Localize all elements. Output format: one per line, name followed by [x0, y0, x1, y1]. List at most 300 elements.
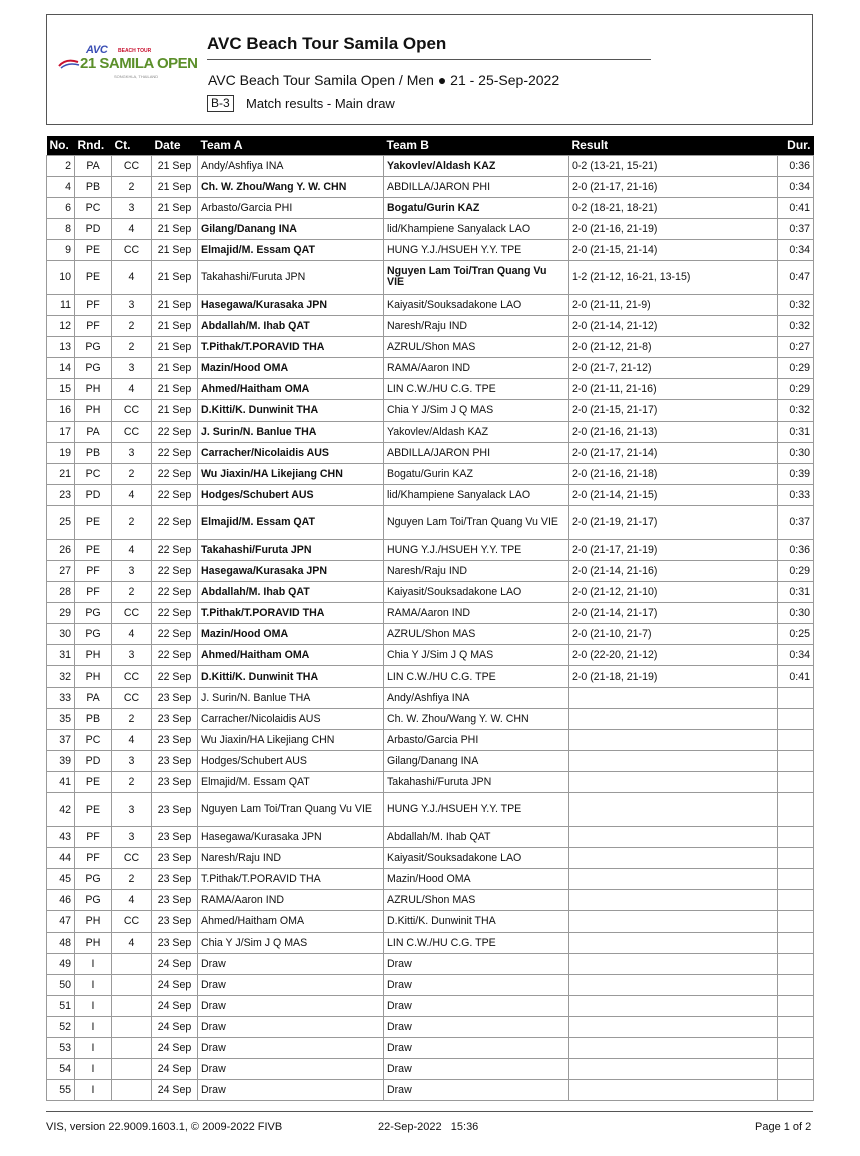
cell-court: 3 — [112, 358, 152, 379]
cell-result — [569, 974, 778, 995]
cell-duration: 0:36 — [778, 155, 814, 176]
cell-court: 3 — [112, 442, 152, 463]
cell-result: 2-0 (21-14, 21-15) — [569, 484, 778, 505]
table-row — [47, 771, 814, 792]
cell-court: 3 — [112, 561, 152, 582]
cell-team-b: ABDILLA/JARON PHI — [384, 442, 569, 463]
cell-no: 48 — [47, 932, 75, 953]
cell-round: PE — [75, 505, 112, 539]
cell-duration: 0:34 — [778, 645, 814, 666]
col-header-team-a: Team A — [198, 136, 384, 155]
cell-no: 30 — [47, 624, 75, 645]
cell-team-b: Kaiyasit/Souksadakone LAO — [384, 294, 569, 315]
cell-result: 2-0 (21-14, 21-12) — [569, 316, 778, 337]
cell-date: 22 Sep — [152, 421, 198, 442]
cell-court: 4 — [112, 218, 152, 239]
table-row — [47, 687, 814, 708]
cell-round: PA — [75, 687, 112, 708]
cell-date: 21 Sep — [152, 294, 198, 315]
col-header-date: Date — [152, 136, 198, 155]
logo-sub: SONGKHLA, THAILAND — [114, 74, 159, 79]
cell-round: I — [75, 953, 112, 974]
cell-duration: 0:39 — [778, 463, 814, 484]
cell-round: PF — [75, 294, 112, 315]
cell-date: 23 Sep — [152, 750, 198, 771]
cell-team-a: Abdallah/M. Ihab QAT — [198, 316, 384, 337]
cell-team-b: Bogatu/Gurin KAZ — [384, 197, 569, 218]
cell-court: CC — [112, 911, 152, 932]
cell-no: 11 — [47, 294, 75, 315]
cell-result: 2-0 (21-10, 21-7) — [569, 624, 778, 645]
cell-date: 21 Sep — [152, 337, 198, 358]
cell-result — [569, 827, 778, 848]
cell-date: 23 Sep — [152, 827, 198, 848]
cell-duration: 0:29 — [778, 379, 814, 400]
cell-team-a: Ch. W. Zhou/Wang Y. W. CHN — [198, 176, 384, 197]
col-header-duration: Dur. — [778, 136, 814, 155]
cell-date: 21 Sep — [152, 155, 198, 176]
cell-round: PG — [75, 869, 112, 890]
table-row — [47, 421, 814, 442]
cell-team-a: Gilang/Danang INA — [198, 218, 384, 239]
cell-date: 24 Sep — [152, 1016, 198, 1037]
cell-team-a: Takahashi/Furuta JPN — [198, 260, 384, 294]
cell-result: 2-0 (21-18, 21-19) — [569, 666, 778, 687]
cell-court: 4 — [112, 729, 152, 750]
cell-round: PF — [75, 316, 112, 337]
cell-round: I — [75, 974, 112, 995]
event-logo — [58, 44, 198, 94]
cell-result: 2-0 (21-15, 21-17) — [569, 400, 778, 421]
cell-round: PB — [75, 708, 112, 729]
cell-result — [569, 932, 778, 953]
cell-round: PH — [75, 666, 112, 687]
cell-round: PE — [75, 793, 112, 827]
cell-court: 3 — [112, 294, 152, 315]
cell-team-a: Hodges/Schubert AUS — [198, 750, 384, 771]
document-caption: Match results - Main draw — [246, 96, 395, 111]
cell-team-b: Arbasto/Garcia PHI — [384, 729, 569, 750]
cell-date: 22 Sep — [152, 484, 198, 505]
cell-team-b: HUNG Y.J./HSUEH Y.Y. TPE — [384, 793, 569, 827]
cell-no: 39 — [47, 750, 75, 771]
cell-result — [569, 1016, 778, 1037]
cell-no: 15 — [47, 379, 75, 400]
table-row — [47, 442, 814, 463]
cell-result — [569, 750, 778, 771]
cell-date: 23 Sep — [152, 911, 198, 932]
col-header-court: Ct. — [112, 136, 152, 155]
cell-result: 2-0 (21-14, 21-16) — [569, 561, 778, 582]
cell-team-b: LIN C.W./HU C.G. TPE — [384, 666, 569, 687]
table-row — [47, 911, 814, 932]
cell-no: 21 — [47, 463, 75, 484]
table-row — [47, 176, 814, 197]
cell-result: 2-0 (22-20, 21-12) — [569, 645, 778, 666]
cell-result: 2-0 (21-12, 21-8) — [569, 337, 778, 358]
cell-result: 2-0 (21-16, 21-19) — [569, 218, 778, 239]
cell-duration: 0:29 — [778, 358, 814, 379]
table-row — [47, 337, 814, 358]
cell-date: 21 Sep — [152, 197, 198, 218]
cell-date: 24 Sep — [152, 953, 198, 974]
table-row — [47, 827, 814, 848]
cell-team-b: RAMA/Aaron IND — [384, 358, 569, 379]
cell-team-a: Draw — [198, 1059, 384, 1080]
cell-court: 3 — [112, 750, 152, 771]
cell-duration — [778, 793, 814, 827]
cell-result: 2-0 (21-16, 21-18) — [569, 463, 778, 484]
cell-duration: 0:33 — [778, 484, 814, 505]
cell-duration — [778, 771, 814, 792]
cell-no: 16 — [47, 400, 75, 421]
cell-duration — [778, 995, 814, 1016]
footer-version: VIS, version 22.9009.1603.1, © 2009-2022 FIVB — [46, 1121, 283, 1133]
cell-team-a: Draw — [198, 1080, 384, 1101]
cell-date: 21 Sep — [152, 379, 198, 400]
cell-round: PE — [75, 771, 112, 792]
cell-team-a: Draw — [198, 953, 384, 974]
cell-court: 2 — [112, 463, 152, 484]
cell-no: 35 — [47, 708, 75, 729]
cell-result — [569, 869, 778, 890]
document-code: B-3 — [207, 95, 234, 112]
cell-no: 4 — [47, 176, 75, 197]
cell-team-b: HUNG Y.J./HSUEH Y.Y. TPE — [384, 239, 569, 260]
table-row — [47, 869, 814, 890]
cell-team-b: lid/Khampiene Sanyalack LAO — [384, 484, 569, 505]
footer-divider — [46, 1111, 813, 1112]
cell-date: 22 Sep — [152, 463, 198, 484]
cell-team-a: Arbasto/Garcia PHI — [198, 197, 384, 218]
cell-no: 17 — [47, 421, 75, 442]
cell-duration: 0:37 — [778, 218, 814, 239]
table-row — [47, 953, 814, 974]
table-row — [47, 260, 814, 294]
table-row — [47, 848, 814, 869]
cell-result: 2-0 (21-11, 21-16) — [569, 379, 778, 400]
cell-team-a: J. Surin/N. Banlue THA — [198, 421, 384, 442]
cell-team-b: Yakovlev/Aldash KAZ — [384, 155, 569, 176]
cell-team-b: Chia Y J/Sim J Q MAS — [384, 400, 569, 421]
cell-team-a: Ahmed/Haitham OMA — [198, 379, 384, 400]
cell-duration — [778, 687, 814, 708]
cell-round: PG — [75, 624, 112, 645]
cell-date: 21 Sep — [152, 176, 198, 197]
cell-team-b: Draw — [384, 953, 569, 974]
cell-no: 43 — [47, 827, 75, 848]
cell-team-a: Draw — [198, 974, 384, 995]
cell-duration: 0:34 — [778, 239, 814, 260]
cell-round: PH — [75, 645, 112, 666]
cell-duration — [778, 911, 814, 932]
cell-team-b: Draw — [384, 1080, 569, 1101]
cell-no: 53 — [47, 1037, 75, 1058]
cell-court: 4 — [112, 890, 152, 911]
table-row — [47, 890, 814, 911]
cell-duration: 0:30 — [778, 442, 814, 463]
cell-team-a: RAMA/Aaron IND — [198, 890, 384, 911]
cell-round: PF — [75, 561, 112, 582]
cell-round: PD — [75, 218, 112, 239]
cell-team-a: Elmajid/M. Essam QAT — [198, 239, 384, 260]
cell-duration: 0:34 — [778, 176, 814, 197]
cell-no: 2 — [47, 155, 75, 176]
cell-date: 23 Sep — [152, 687, 198, 708]
cell-duration — [778, 729, 814, 750]
cell-round: PB — [75, 442, 112, 463]
cell-no: 52 — [47, 1016, 75, 1037]
cell-date: 23 Sep — [152, 932, 198, 953]
table-row — [47, 729, 814, 750]
cell-round: I — [75, 1037, 112, 1058]
cell-no: 54 — [47, 1059, 75, 1080]
cell-round: PG — [75, 603, 112, 624]
cell-date: 21 Sep — [152, 316, 198, 337]
cell-no: 32 — [47, 666, 75, 687]
cell-date: 24 Sep — [152, 974, 198, 995]
cell-date: 21 Sep — [152, 218, 198, 239]
cell-no: 23 — [47, 484, 75, 505]
cell-date: 23 Sep — [152, 793, 198, 827]
logo-main: 21 SAMILA OPEN — [80, 55, 198, 72]
table-row — [47, 1080, 814, 1101]
cell-duration: 0:32 — [778, 294, 814, 315]
cell-no: 14 — [47, 358, 75, 379]
cell-date: 24 Sep — [152, 1080, 198, 1101]
cell-round: PE — [75, 539, 112, 560]
cell-date: 22 Sep — [152, 666, 198, 687]
cell-team-b: Chia Y J/Sim J Q MAS — [384, 645, 569, 666]
cell-court: 4 — [112, 379, 152, 400]
cell-result — [569, 1037, 778, 1058]
cell-duration: 0:47 — [778, 260, 814, 294]
cell-result: 2-0 (21-17, 21-14) — [569, 442, 778, 463]
cell-result: 2-0 (21-17, 21-16) — [569, 176, 778, 197]
cell-result: 0-2 (13-21, 15-21) — [569, 155, 778, 176]
cell-round: I — [75, 1080, 112, 1101]
cell-no: 31 — [47, 645, 75, 666]
cell-court: CC — [112, 666, 152, 687]
cell-duration — [778, 1059, 814, 1080]
cell-round: PA — [75, 155, 112, 176]
col-header-result: Result — [569, 136, 778, 155]
table-row — [47, 624, 814, 645]
cell-no: 49 — [47, 953, 75, 974]
table-row — [47, 582, 814, 603]
cell-team-a: D.Kitti/K. Dunwinit THA — [198, 400, 384, 421]
cell-team-b: LIN C.W./HU C.G. TPE — [384, 932, 569, 953]
cell-duration — [778, 1080, 814, 1101]
table-row — [47, 484, 814, 505]
footer-page: Page 1 of 2 — [755, 1121, 812, 1133]
cell-team-a: Naresh/Raju IND — [198, 848, 384, 869]
cell-no: 6 — [47, 197, 75, 218]
cell-no: 33 — [47, 687, 75, 708]
cell-no: 50 — [47, 974, 75, 995]
cell-result — [569, 729, 778, 750]
cell-round: I — [75, 1059, 112, 1080]
table-row — [47, 1059, 814, 1080]
cell-no: 25 — [47, 505, 75, 539]
cell-team-b: LIN C.W./HU C.G. TPE — [384, 379, 569, 400]
table-row — [47, 218, 814, 239]
cell-result — [569, 953, 778, 974]
cell-court — [112, 1080, 152, 1101]
cell-team-a: Draw — [198, 1037, 384, 1058]
cell-court: 3 — [112, 827, 152, 848]
cell-duration: 0:29 — [778, 561, 814, 582]
cell-duration: 0:32 — [778, 400, 814, 421]
table-row — [47, 645, 814, 666]
cell-result: 2-0 (21-12, 21-10) — [569, 582, 778, 603]
cell-court: CC — [112, 155, 152, 176]
cell-duration — [778, 974, 814, 995]
cell-date: 24 Sep — [152, 995, 198, 1016]
cell-round: PD — [75, 750, 112, 771]
cell-result — [569, 890, 778, 911]
cell-duration — [778, 848, 814, 869]
table-row — [47, 995, 814, 1016]
cell-date: 21 Sep — [152, 239, 198, 260]
cell-round: PC — [75, 463, 112, 484]
col-header-no: No. — [47, 136, 75, 155]
cell-no: 10 — [47, 260, 75, 294]
cell-court: 4 — [112, 539, 152, 560]
cell-court: 2 — [112, 316, 152, 337]
cell-result — [569, 1059, 778, 1080]
cell-team-b: Draw — [384, 974, 569, 995]
cell-team-a: Nguyen Lam Toi/Tran Quang Vu VIE — [198, 793, 384, 827]
cell-date: 22 Sep — [152, 645, 198, 666]
table-header-row — [47, 136, 814, 155]
cell-no: 46 — [47, 890, 75, 911]
table-row — [47, 666, 814, 687]
cell-duration: 0:31 — [778, 582, 814, 603]
cell-no: 51 — [47, 995, 75, 1016]
cell-date: 24 Sep — [152, 1059, 198, 1080]
cell-team-b: HUNG Y.J./HSUEH Y.Y. TPE — [384, 539, 569, 560]
cell-team-a: Carracher/Nicolaidis AUS — [198, 442, 384, 463]
cell-team-a: Chia Y J/Sim J Q MAS — [198, 932, 384, 953]
logo-beach-tour: BEACH TOUR — [118, 48, 152, 54]
cell-court: 2 — [112, 337, 152, 358]
table-row — [47, 708, 814, 729]
cell-result: 2-0 (21-14, 21-17) — [569, 603, 778, 624]
cell-no: 26 — [47, 539, 75, 560]
cell-team-b: lid/Khampiene Sanyalack LAO — [384, 218, 569, 239]
cell-team-b: Bogatu/Gurin KAZ — [384, 463, 569, 484]
table-row — [47, 603, 814, 624]
logo-avc: AVC — [86, 44, 108, 56]
cell-duration: 0:31 — [778, 421, 814, 442]
cell-court: CC — [112, 603, 152, 624]
cell-team-b: AZRUL/Shon MAS — [384, 890, 569, 911]
cell-round: PG — [75, 358, 112, 379]
table-row — [47, 463, 814, 484]
cell-round: PF — [75, 827, 112, 848]
table-row — [47, 379, 814, 400]
cell-court — [112, 1059, 152, 1080]
cell-date: 24 Sep — [152, 1037, 198, 1058]
cell-round: PH — [75, 400, 112, 421]
footer-timestamp: 22-Sep-2022 15:36 — [378, 1121, 479, 1133]
cell-round: PH — [75, 379, 112, 400]
cell-court: 2 — [112, 708, 152, 729]
cell-round: PA — [75, 421, 112, 442]
cell-team-a: Draw — [198, 1016, 384, 1037]
cell-no: 8 — [47, 218, 75, 239]
cell-round: I — [75, 1016, 112, 1037]
cell-court — [112, 974, 152, 995]
cell-team-a: T.Pithak/T.PORAVID THA — [198, 337, 384, 358]
cell-team-b: D.Kitti/K. Dunwinit THA — [384, 911, 569, 932]
cell-team-a: Wu Jiaxin/HA Likejiang CHN — [198, 729, 384, 750]
cell-team-b: Nguyen Lam Toi/Tran Quang Vu VIE — [384, 505, 569, 539]
cell-date: 21 Sep — [152, 400, 198, 421]
cell-date: 23 Sep — [152, 890, 198, 911]
cell-no: 41 — [47, 771, 75, 792]
cell-no: 28 — [47, 582, 75, 603]
cell-date: 22 Sep — [152, 539, 198, 560]
cell-team-a: J. Surin/N. Banlue THA — [198, 687, 384, 708]
cell-team-b: Gilang/Danang INA — [384, 750, 569, 771]
cell-round: PF — [75, 582, 112, 603]
cell-team-a: Hasegawa/Kurasaka JPN — [198, 294, 384, 315]
cell-team-b: Draw — [384, 995, 569, 1016]
cell-round: PC — [75, 197, 112, 218]
cell-team-b: Abdallah/M. Ihab QAT — [384, 827, 569, 848]
cell-court: 4 — [112, 260, 152, 294]
cell-date: 22 Sep — [152, 603, 198, 624]
cell-result — [569, 995, 778, 1016]
cell-result — [569, 771, 778, 792]
cell-team-b: Kaiyasit/Souksadakone LAO — [384, 582, 569, 603]
cell-court: 2 — [112, 771, 152, 792]
cell-duration — [778, 869, 814, 890]
cell-team-b: Ch. W. Zhou/Wang Y. W. CHN — [384, 708, 569, 729]
cell-duration — [778, 932, 814, 953]
cell-result: 2-0 (21-17, 21-19) — [569, 539, 778, 560]
cell-court: 2 — [112, 505, 152, 539]
results-table — [46, 136, 814, 1101]
cell-result — [569, 687, 778, 708]
cell-court — [112, 1037, 152, 1058]
cell-duration: 0:41 — [778, 197, 814, 218]
cell-result: 1-2 (21-12, 16-21, 13-15) — [569, 260, 778, 294]
cell-team-b: Yakovlev/Aldash KAZ — [384, 421, 569, 442]
cell-duration: 0:32 — [778, 316, 814, 337]
cell-duration — [778, 750, 814, 771]
cell-team-a: Elmajid/M. Essam QAT — [198, 505, 384, 539]
cell-team-a: D.Kitti/K. Dunwinit THA — [198, 666, 384, 687]
cell-team-a: Draw — [198, 995, 384, 1016]
cell-team-b: Naresh/Raju IND — [384, 316, 569, 337]
page-title: AVC Beach Tour Samila Open — [207, 34, 447, 53]
cell-court: 2 — [112, 176, 152, 197]
cell-result: 2-0 (21-11, 21-9) — [569, 294, 778, 315]
cell-round: PH — [75, 932, 112, 953]
cell-court: 4 — [112, 932, 152, 953]
cell-duration — [778, 708, 814, 729]
cell-team-a: Wu Jiaxin/HA Likejiang CHN — [198, 463, 384, 484]
table-row — [47, 400, 814, 421]
cell-team-a: Abdallah/M. Ihab QAT — [198, 582, 384, 603]
cell-result — [569, 848, 778, 869]
cell-court: CC — [112, 848, 152, 869]
cell-date: 22 Sep — [152, 561, 198, 582]
cell-team-b: Kaiyasit/Souksadakone LAO — [384, 848, 569, 869]
